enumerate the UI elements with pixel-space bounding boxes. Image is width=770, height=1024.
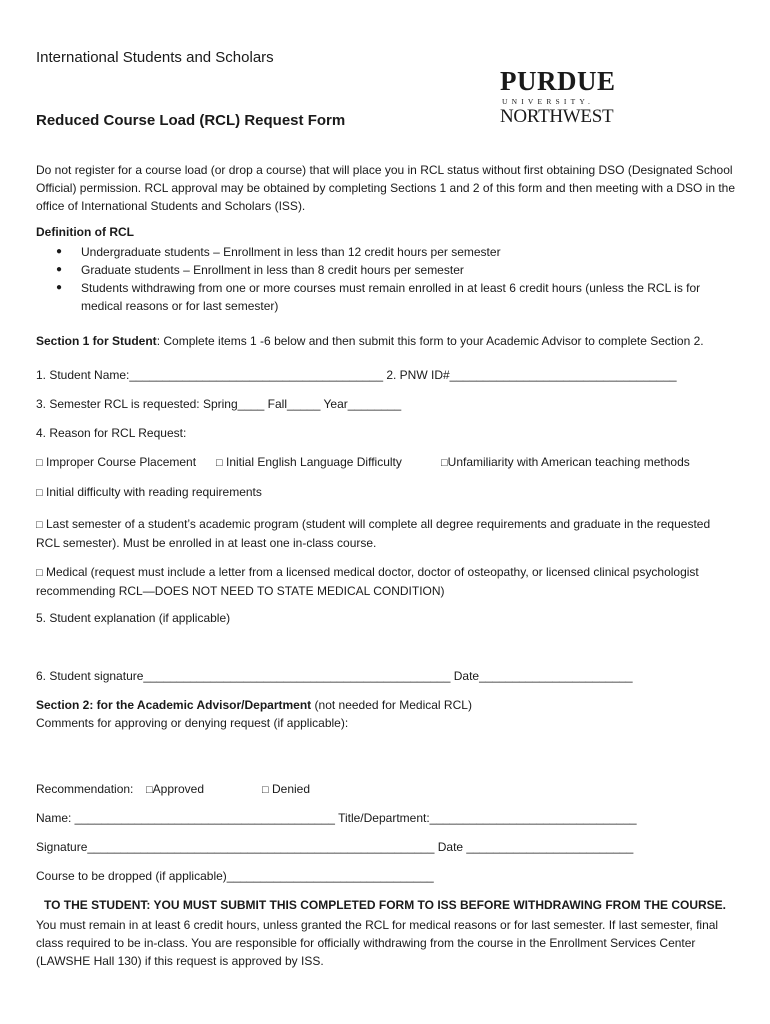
course-dropped-field[interactable]: Course to be dropped (if applicable)_______________________________ [36, 869, 434, 883]
checkbox-icon[interactable]: □ [146, 784, 153, 796]
reason-last-semester-option[interactable]: □ Last semester of a student’s academic program (student will complete all degree requirements and graduate in the requested RCL semester). Must be enrolled in at least one in-class course. [36, 517, 711, 550]
logo-purdue: PURDUE [500, 66, 616, 96]
checkbox-icon[interactable]: □ [36, 567, 43, 579]
student-explanation-label: 5. Student explanation (if applicable) [36, 611, 231, 625]
purdue-northwest-logo [498, 66, 628, 132]
approved-option[interactable]: □Approved [146, 782, 205, 796]
advisor-name-field[interactable]: Name: _______________________________________ Title/Department:_______________________________ [36, 811, 637, 825]
definition-list [56, 243, 726, 315]
footer-warning: TO THE STUDENT: YOU MUST SUBMIT THIS COMPLETED FORM TO ISS BEFORE WITHDRAWING FROM THE COURSE. [43, 898, 726, 912]
reason-label: 4. Reason for RCL Request: [36, 426, 187, 440]
advisor-signature-field[interactable]: Signature____________________________________________________ Date _________________________ [36, 840, 634, 854]
bullet-icon: ● [56, 282, 63, 293]
reason-medical-option[interactable]: □ Medical (request must include a letter from a licensed medical doctor, doctor of osteopathy, or licensed clinical psychologist recommending RCL—DOES NOT NEED TO STATE MEDICAL CONDITION) [36, 565, 699, 598]
semester-field[interactable]: 3. Semester RCL is requested: Spring____ Fall_____ Year________ [36, 397, 402, 411]
section2-note: (not needed for Medical RCL) [311, 698, 472, 712]
list-item: ● Students withdrawing from one or more courses must remain enrolled in at least 6 credit hours (unless the RCL is for medical reasons or for last semester) [56, 281, 701, 313]
bullet-icon: ● [56, 246, 63, 257]
checkbox-icon[interactable]: □ [36, 487, 43, 499]
checkbox-icon[interactable]: □ [216, 457, 223, 469]
comments-label: Comments for approving or denying request (if applicable): [36, 716, 349, 730]
denied-option[interactable]: □ Denied [262, 782, 311, 796]
checkbox-icon[interactable]: □ [36, 457, 43, 469]
list-item: ● Undergraduate students – Enrollment in less than 12 credit hours per semester [56, 245, 501, 259]
definition-heading: Definition of RCL [36, 225, 134, 239]
student-signature-field[interactable]: 6. Student signature______________________________________________ Date_______________________ [36, 669, 633, 683]
logo-northwest: NORTHWEST [500, 106, 614, 127]
section2-heading: Section 2: for the Academic Advisor/Department [36, 698, 312, 712]
section1-intro [36, 332, 736, 350]
section2-heading-line [36, 698, 472, 712]
recommendation-label: Recommendation: [36, 782, 134, 796]
reason-reading-option[interactable]: □ Initial difficulty with reading requirements [36, 485, 262, 499]
section1-instructions: : Complete items 1 -6 below and then submit this form to your Academic Advisor to complete Section 2. [156, 334, 704, 348]
bullet-icon: ● [56, 264, 63, 275]
logo-university: UNIVERSITY. [502, 97, 595, 106]
reason-english-option[interactable]: □ Initial English Language Difficulty [216, 455, 402, 469]
checkbox-icon[interactable]: □ [36, 519, 43, 531]
form-title: Reduced Course Load (RCL) Request Form [36, 112, 346, 129]
student-name-field[interactable]: 1. Student Name:______________________________________ 2. PNW ID#__________________________________ [36, 368, 677, 382]
reason-improper-option[interactable]: □ Improper Course Placement [36, 455, 197, 469]
intro-paragraph: Do not register for a course load (or drop a course) that will place you in RCL status without first obtaining DSO (Designated School Official) permission. RCL approval may be obtained by completing Sections 1 and 2 of this form and then meeting with a DSO in the office of International Students and Scholars (ISS). [36, 163, 736, 213]
checkbox-icon[interactable]: □ [441, 457, 448, 469]
footer-note: You must remain in at least 6 credit hours, unless granted the RCL for medical reasons or for last semester. If last semester, final class required to be in-class. You are responsible for officially withdrawing from the course in the Enrollment Services Center (LAWSHE Hall 130) if this request is approved by ISS. [36, 918, 719, 968]
reason-unfamiliar-option[interactable]: □Unfamiliarity with American teaching methods [441, 455, 690, 469]
org-heading: International Students and Scholars [36, 49, 274, 66]
list-item: ● Graduate students – Enrollment in less than 8 credit hours per semester [56, 263, 464, 277]
section1-heading: Section 1 for Student [36, 334, 157, 348]
checkbox-icon[interactable]: □ [262, 784, 269, 796]
